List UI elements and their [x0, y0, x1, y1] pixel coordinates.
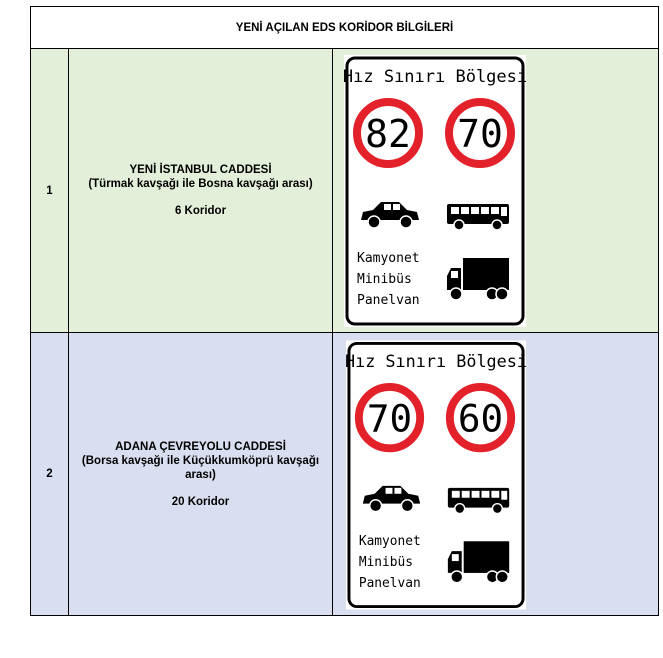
- speed-limit-sign: [345, 339, 527, 611]
- speed-limit-circle-car: [357, 102, 419, 164]
- row-number: 2: [31, 333, 69, 616]
- corridor-description: [69, 49, 333, 333]
- street-between: (Borsa kavşağı ile Küçükkumköprü kavşağı arası): [81, 454, 320, 481]
- sign-cell: [333, 49, 659, 333]
- row-number: 1: [31, 49, 69, 333]
- speed-limit-sign: [343, 54, 527, 328]
- street-name: ADANA ÇEVREYOLU CADDESİ: [115, 440, 286, 453]
- vehicle-label: Kamyonet: [357, 251, 420, 266]
- eds-corridor-table: [30, 6, 659, 616]
- speed-limit-value: 82: [365, 112, 411, 156]
- table-title: YENİ AÇILAN EDS KORİDOR BİLGİLERİ: [31, 7, 659, 49]
- vehicle-label: Panelvan: [358, 575, 421, 591]
- vehicle-label: Panelvan: [357, 293, 420, 308]
- speed-limit-circle-car: [359, 387, 420, 448]
- sign-title: Hız Sınırı Bölgesi: [345, 351, 527, 372]
- street-name: YENİ İSTANBUL CADDESİ: [129, 164, 272, 176]
- speed-limit-circle-heavy: [449, 102, 511, 164]
- street-between: (Türmak kavşağı ile Bosna kavşağı arası): [88, 178, 313, 190]
- corridor-count: 20 Koridor: [171, 495, 230, 508]
- speed-limit-circle-heavy: [450, 387, 511, 448]
- sign-cell: [333, 333, 659, 616]
- speed-limit-value: 70: [366, 396, 413, 441]
- table-row: [31, 49, 659, 333]
- corridor-description: [69, 333, 333, 616]
- vehicle-label: Minibüs: [357, 272, 412, 287]
- corridor-count: 6 Koridor: [174, 205, 227, 217]
- vehicle-label: Kamyonet: [358, 534, 421, 550]
- speed-limit-value: 60: [457, 396, 504, 441]
- table-row: [31, 333, 659, 616]
- sign-title: Hız Sınırı Bölgesi: [343, 67, 527, 87]
- speed-limit-value: 70: [457, 112, 503, 156]
- vehicle-label: Minibüs: [358, 555, 413, 570]
